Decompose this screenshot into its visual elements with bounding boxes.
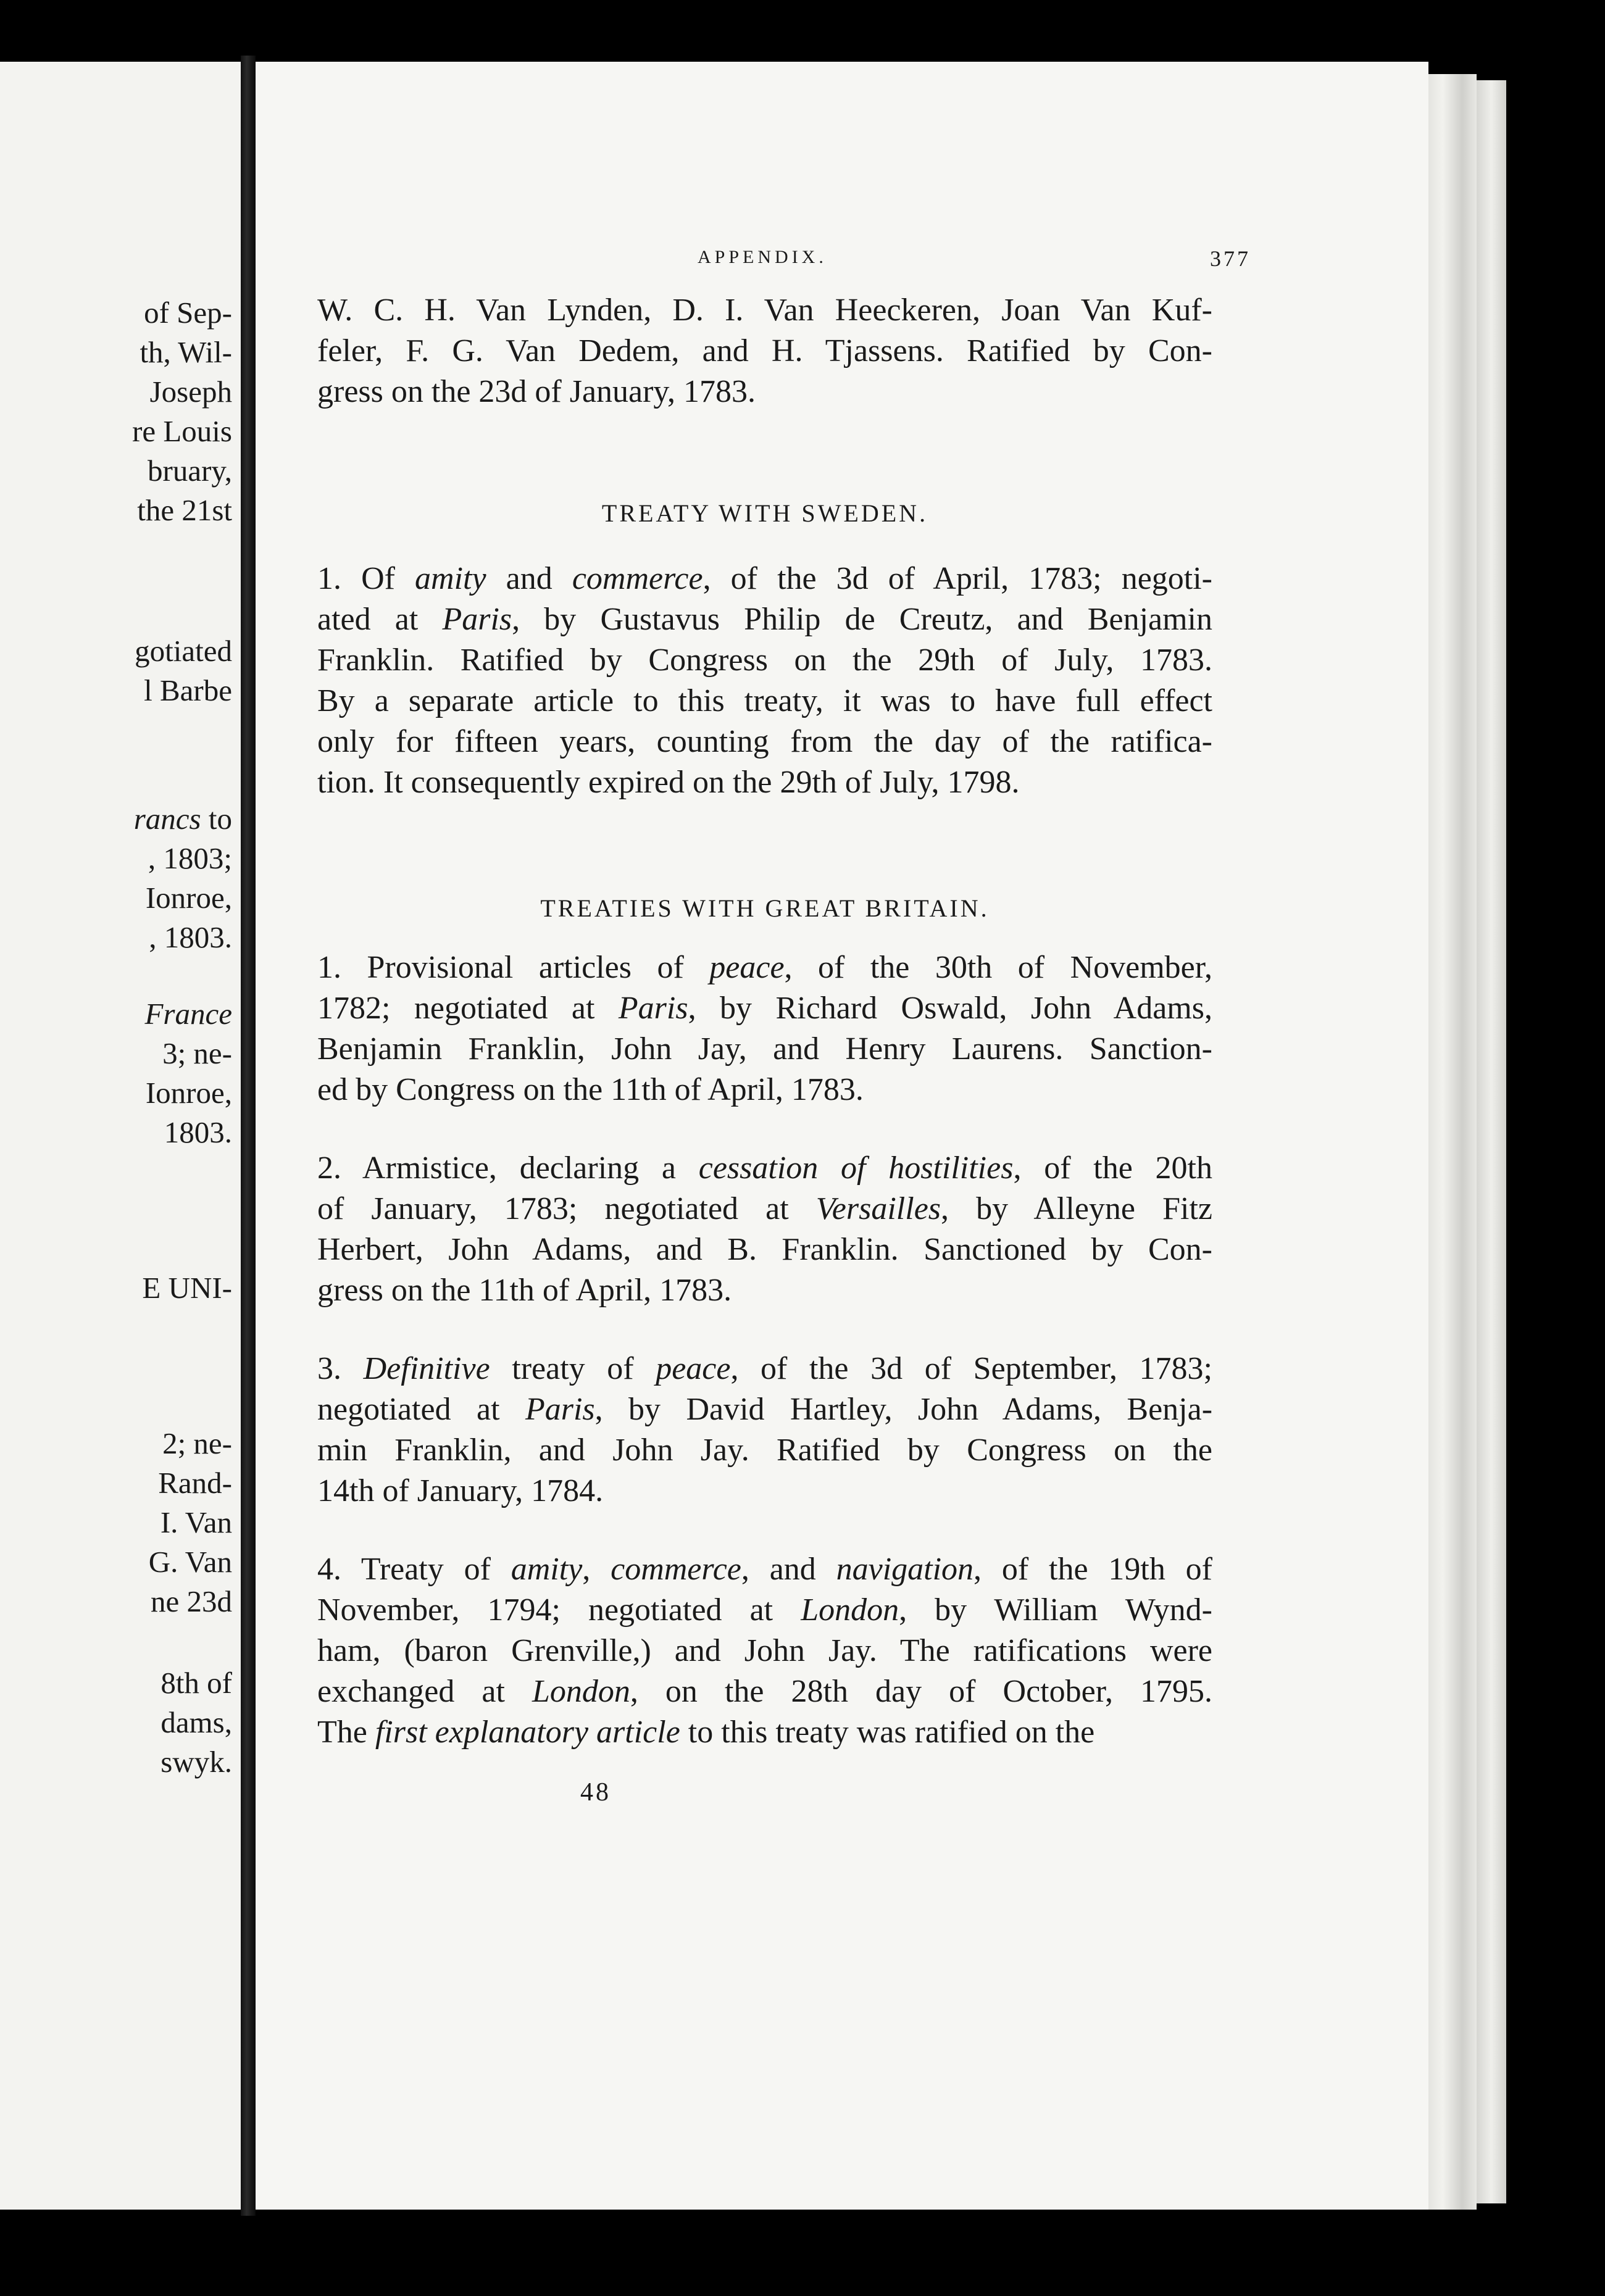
book-gutter [241,56,256,2216]
left-page-line: th, Wil- [140,335,232,369]
rich-paragraph [317,559,1212,803]
text-line: gress on the 23d of January, 1783. [317,374,756,409]
left-page-line: France [144,997,232,1031]
italic-term: navigation [836,1552,974,1587]
running-head: APPENDIX. [698,247,827,267]
italic-term: Definitive [363,1351,490,1386]
text-line: 4. Treaty of amity, commerce, and navigation, of the 19th of [317,1552,1212,1587]
italic-term: cessation of hostilities [698,1150,1014,1186]
italic-term: London [532,1674,630,1709]
sweden-treaty-paragraph [317,559,1212,803]
left-page-line: the 21st [137,493,232,527]
text-line: November, 1794; negotiated at London, by William Wynd- [317,1592,1212,1628]
text-line: negotiated at Paris, by David Hartley, John Adams, Benja- [317,1392,1213,1427]
text-line: 1. Of amity and commerce, of the 3d of April, 1783; negoti- [317,561,1212,596]
left-page-line: , 1803; [148,841,232,875]
left-page-line: bruary, [148,454,232,488]
rich-paragraph [317,1549,1212,1753]
text-line: ated at Paris, by Gustavus Philip de Creutz, and Benjamin [317,602,1212,637]
rich-paragraph [317,947,1212,1110]
britain-treaty-3-paragraph [317,1349,1212,1512]
left-page-line: of Sep- [144,296,232,330]
rich-paragraph [317,1148,1212,1311]
italic-term: amity [415,561,486,596]
text-line: tion. It consequently expired on the 29th of July, 1798. [317,765,1020,800]
italic-term: first explanatory article [375,1715,680,1750]
text-line: Herbert, John Adams, and B. Franklin. Sanctioned by Con- [317,1232,1212,1267]
italic-term: Versailles [815,1191,941,1226]
left-page-line: 1803. [164,1115,232,1149]
italic-term: London [801,1592,899,1628]
page-number: 377 [1210,246,1251,271]
left-page-line: dams, [160,1705,232,1739]
text-line: ham, (baron Grenville,) and John Jay. The ratifications were [317,1633,1212,1668]
previous-page-fragment [0,62,241,2210]
left-page-line: , 1803. [149,920,232,954]
text-line: W. C. H. Van Lynden, D. I. Van Heeckeren, Joan Van Kuf- [317,293,1212,328]
text-line: Franklin. Ratified by Congress on the 29th of July, 1783. [317,643,1212,678]
left-page-line: 8th of [160,1666,232,1700]
italic-term: peace [656,1351,731,1386]
left-page-line: swyk. [160,1745,232,1779]
italic-term: Paris [525,1392,595,1427]
italic-term: commerce [611,1552,741,1587]
text-line: exchanged at London, on the 28th day of October, 1795. [317,1674,1212,1709]
britain-treaty-1-paragraph [317,947,1212,1110]
signature-mark: 48 [580,1778,611,1807]
britain-treaty-4-paragraph [317,1549,1212,1753]
page-edge [1428,74,1477,2210]
section-heading-great-britain: TREATIES WITH GREAT BRITAIN. [540,894,990,922]
page-edge-outer [1477,80,1506,2203]
text-line: The first explanatory article to this treaty was ratified on the [317,1715,1095,1750]
text-line: 3. Definitive treaty of peace, of the 3d of September, 1783; [317,1351,1213,1386]
left-page-line: ne 23d [151,1584,232,1618]
left-page-line: gotiated [135,634,232,668]
left-page-line: Ionroe, [145,1076,232,1110]
text-line: 14th of January, 1784. [317,1473,604,1508]
text-line: of January, 1783; negotiated at Versailles, by Alleyne Fitz [317,1191,1212,1226]
text-line: 2. Armistice, declaring a cessation of hostilities, of the 20th [317,1150,1212,1186]
text-line: 1. Provisional articles of peace, of the 30th of November, [317,950,1212,985]
left-page-line: E UNI- [142,1271,232,1305]
text-line: only for fifteen years, counting from the day of the ratifica- [317,724,1212,759]
rich-paragraph [317,1349,1212,1512]
text-line: min Franklin, and John Jay. Ratified by Congress on the [317,1433,1212,1468]
italic-term: commerce [572,561,703,596]
left-page-line: rancs to [133,802,232,836]
italic-term: peace [709,950,785,985]
text-line: By a separate article to this treaty, it was to have full effect [317,683,1212,718]
italic-term: Paris [442,602,512,637]
britain-treaty-2-paragraph [317,1148,1212,1311]
text-line: feler, F. G. Van Dedem, and H. Tjassens. Ratified by Con- [317,333,1212,368]
text-line: ed by Congress on the 11th of April, 1783. [317,1072,864,1107]
left-page-line: l Barbe [144,673,232,707]
left-page-line: re Louis [132,414,232,448]
text-line: gress on the 11th of April, 1783. [317,1273,732,1308]
left-page-line: I. Van [160,1505,232,1539]
left-page-line: 2; ne- [162,1426,232,1460]
left-page-line: Rand- [158,1466,232,1500]
text-line: Benjamin Franklin, John Jay, and Henry Laurens. Sanction- [317,1031,1212,1067]
text-line: 1782; negotiated at Paris, by Richard Oswald, John Adams, [317,991,1212,1026]
left-page-line: G. Van [148,1545,232,1579]
left-page-line: Joseph [149,375,232,409]
section-heading-sweden: TREATY WITH SWEDEN. [601,499,928,527]
italic-term: Paris [618,991,688,1026]
continuation-paragraph [317,290,1212,412]
italic-term: amity [511,1552,583,1587]
left-page-line: Ionroe, [145,881,232,915]
left-page-line: 3; ne- [162,1036,232,1070]
